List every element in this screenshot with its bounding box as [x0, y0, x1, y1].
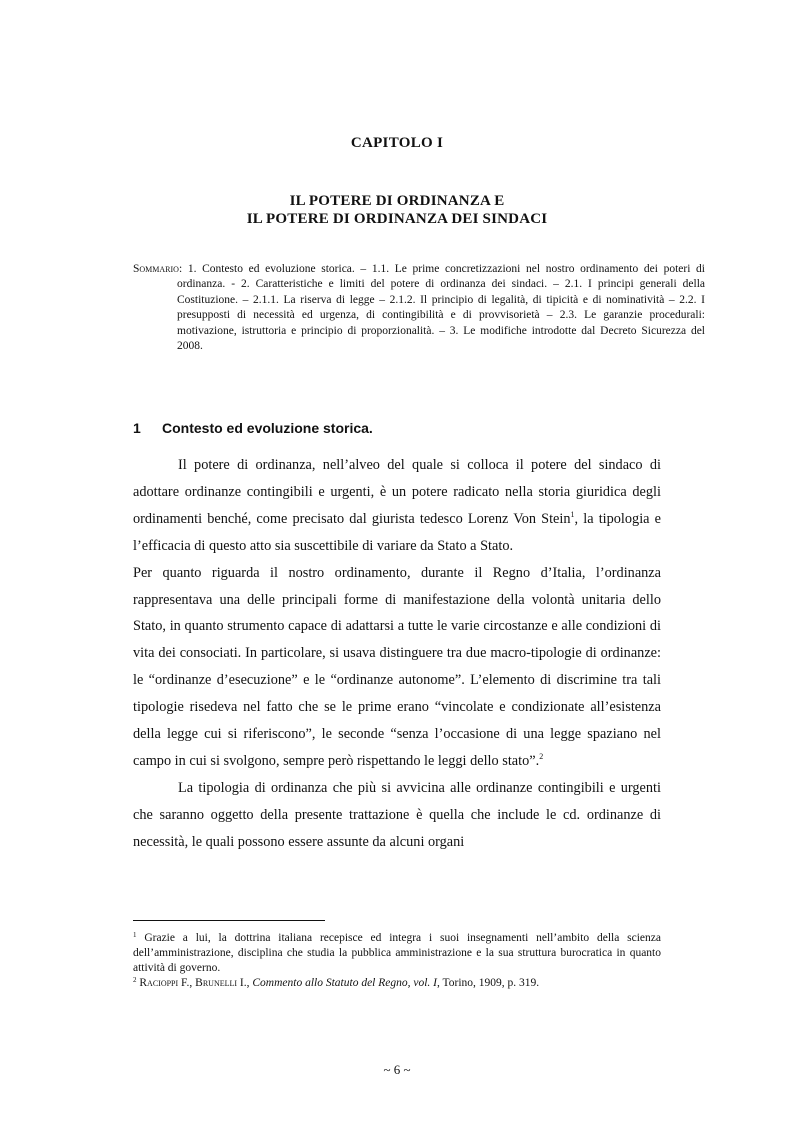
section-heading	[133, 420, 373, 436]
chapter-title-line-2: IL POTERE DI ORDINANZA DEI SINDACI	[246, 211, 548, 227]
footnote-text: , Torino, 1909, p. 319.	[437, 977, 540, 989]
footnote-work-title: Commento allo Statuto del Regno, vol. I	[252, 977, 438, 989]
footnote-ref: 2	[539, 751, 544, 761]
paragraph-text: Il potere di ordinanza, nell’alveo del quale si colloca il potere del sindaco di adottare ordinanze contingibili e urgenti, è un potere radicato nella storia giuridica degli ordinamenti benché, come precisato dal giurista tedesco Lorenz Von Stein	[133, 457, 661, 527]
paragraph-text: Per quanto riguarda il nostro ordinamento, durante il Regno d’Italia, l’ordinanza rappresentava una delle principali forme di manifestazione della volontà unitaria dello Stato, in quanto strumento capace di adattarsi a tutte le varie circostanze e alle condizioni di vita dei consociati. In particolare, si usava distinguere tra due macro-tipologie di ordinanze: le “ordinanze d’esecuzione” e le “ordinanze autonome”. L’elemento di discrimine tra tali tipologie risedeva nel fatto che se le prime erano “vincolate e condizionate all’esistenza della legge cui si riferiscono”, le seconde “senza l’occasione di una legge spaziano nel campo in cui si svolgono, sempre però rispettando le leggi dello stato”.	[133, 564, 661, 769]
section-number: 1	[133, 420, 141, 436]
footnote-1	[133, 931, 661, 976]
footnote-text: I.,	[237, 977, 253, 989]
footnote-number: 1	[133, 931, 137, 939]
chapter-title-line-1: IL POTERE DI ORDINANZA E	[289, 193, 505, 209]
chapter-summary	[133, 262, 705, 354]
paragraph	[133, 452, 661, 560]
summary-label: Sommario:	[133, 263, 183, 275]
footnote-ref: 1	[570, 509, 575, 519]
footnote-text: F.,	[178, 977, 196, 989]
paragraph	[133, 560, 661, 775]
footnote-number: 2	[133, 976, 137, 984]
footnote-2	[133, 976, 661, 991]
section-title: Contesto ed evoluzione storica.	[162, 420, 373, 436]
chapter-title	[0, 192, 794, 228]
body-text	[133, 452, 661, 856]
footnote-text: Grazie a lui, la dottrina italiana recepisce ed integra i suoi insegnamenti nell’ambito della scienza dell’amministrazione, disciplina che studia la pubblica amministrazione e la sua struttura burocratica in quanto attività di governo.	[133, 932, 661, 974]
footnote-separator	[133, 920, 325, 921]
paragraph: La tipologia di ordinanza che più si avvicina alle ordinanze contingibili e urgenti che saranno oggetto della presente trattazione è quella che include le cd. ordinanze di necessità, le quali possono essere assunte da alcuni organi	[133, 779, 661, 850]
page-number: ~ 6 ~	[383, 1062, 411, 1077]
footnotes	[133, 931, 661, 991]
chapter-heading: CAPITOLO I	[350, 135, 444, 151]
summary-text: 1. Contesto ed evoluzione storica. – 1.1. Le prime concretizzazioni nel nostro ordinamento dei poteri di ordinanza. - 2. Caratteristiche e limiti del potere di ordinanza dei sindaci. – 2.1. I principi generali della Costituzione. – 2.1.1. La riserva di legge – 2.1.2. Il principio di legalità, di tipicità e di nominatività – 2.2. I presupposti di necessità ed urgenza, di contingibilità e di provvisorietà – 2.3. Le garanzie procedurali: motivazione, istruttoria e principio di proporzionalità. – 3. Le modifiche introdotte dal Decreto Sicurezza del 2008.	[177, 263, 705, 353]
footnote-author: Brunelli	[195, 977, 238, 989]
paragraph-text: , la tipologia e l’efficacia di questo atto sia suscettibile di variare da Stato a Stato.	[133, 510, 661, 554]
footnote-author: Racioppi	[139, 977, 179, 989]
